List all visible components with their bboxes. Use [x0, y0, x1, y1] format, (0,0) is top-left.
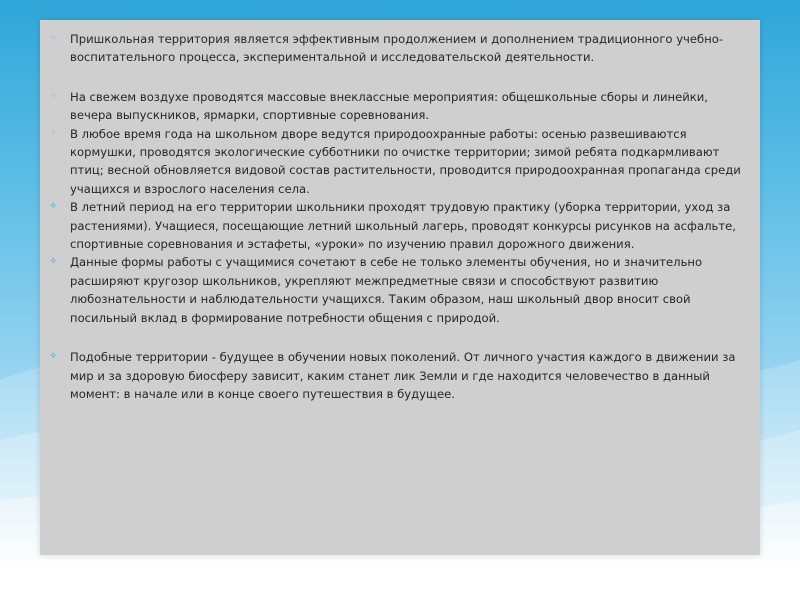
star-bullet-icon: ✧: [49, 127, 58, 139]
star-bullet-icon: ✧: [49, 90, 58, 102]
list-item: [48, 88, 748, 125]
paragraph-text: Подобные территории - будущее в обучении новых поколений. От личного участия каждого в движении за мир и за здоровую биосферу зависит, каким станет лик Земли и где находится человечество в данный момент: в начале или в конце своего путешествия в будущее.: [70, 350, 736, 401]
paragraph-text: В любое время года на школьном дворе ведутся природоохранные работы: осенью развешиваются кормушки, проводятся экологические субботники по очистке территории; зимой ребята подкармливают птиц; весной обновляется видовой состав растительности, проводится природоохранная пропаганда среди учащихся и взрослого населения села.: [70, 126, 741, 196]
paragraph-text: В летний период на его территории школьники проходят трудовую практику (уборка территории, уход за растениями). Учащиеся, посещающие летний школьный лагерь, проводят конкурсы рисунков на асфальте, спортивные соревнования и эстафеты, «уроки» по изучению правил дорожного движения.: [70, 200, 736, 252]
star-bullet-icon: ✧: [49, 33, 58, 44]
list-item: [48, 348, 748, 403]
list-item: [48, 125, 748, 199]
star-bullet-icon: ✧: [49, 256, 58, 268]
star-bullet-icon: ✧: [49, 201, 58, 213]
star-bullet-icon: ✧: [49, 351, 58, 363]
list-item: [48, 253, 748, 327]
paragraph-text: На свежем воздухе проводятся массовые внеклассные мероприятия: общешкольные сборы и линейки, вечера выпускников, ярмарки, спортивные соревнования.: [70, 89, 708, 123]
list-item: [48, 198, 748, 253]
bullet-list: [48, 30, 748, 403]
paragraph-text: Данные формы работы с учащимися сочетают в себе не только элементы обучения, но и значительно расширяют кругозор школьников, укрепляют межпредметные связи и способствуют развитию любознательности и наблюдательности учащихся. Таким образом, наш школьный двор вносит свой посильный вклад в формирование потребности общения с природой.: [70, 255, 703, 325]
paragraph-text: Пришкольная территория является эффективным продолжением и дополнением традиционного учебно-воспитательного процесса, экспериментальной и исследовательской деятельности.: [70, 32, 724, 65]
list-item: [48, 30, 748, 67]
